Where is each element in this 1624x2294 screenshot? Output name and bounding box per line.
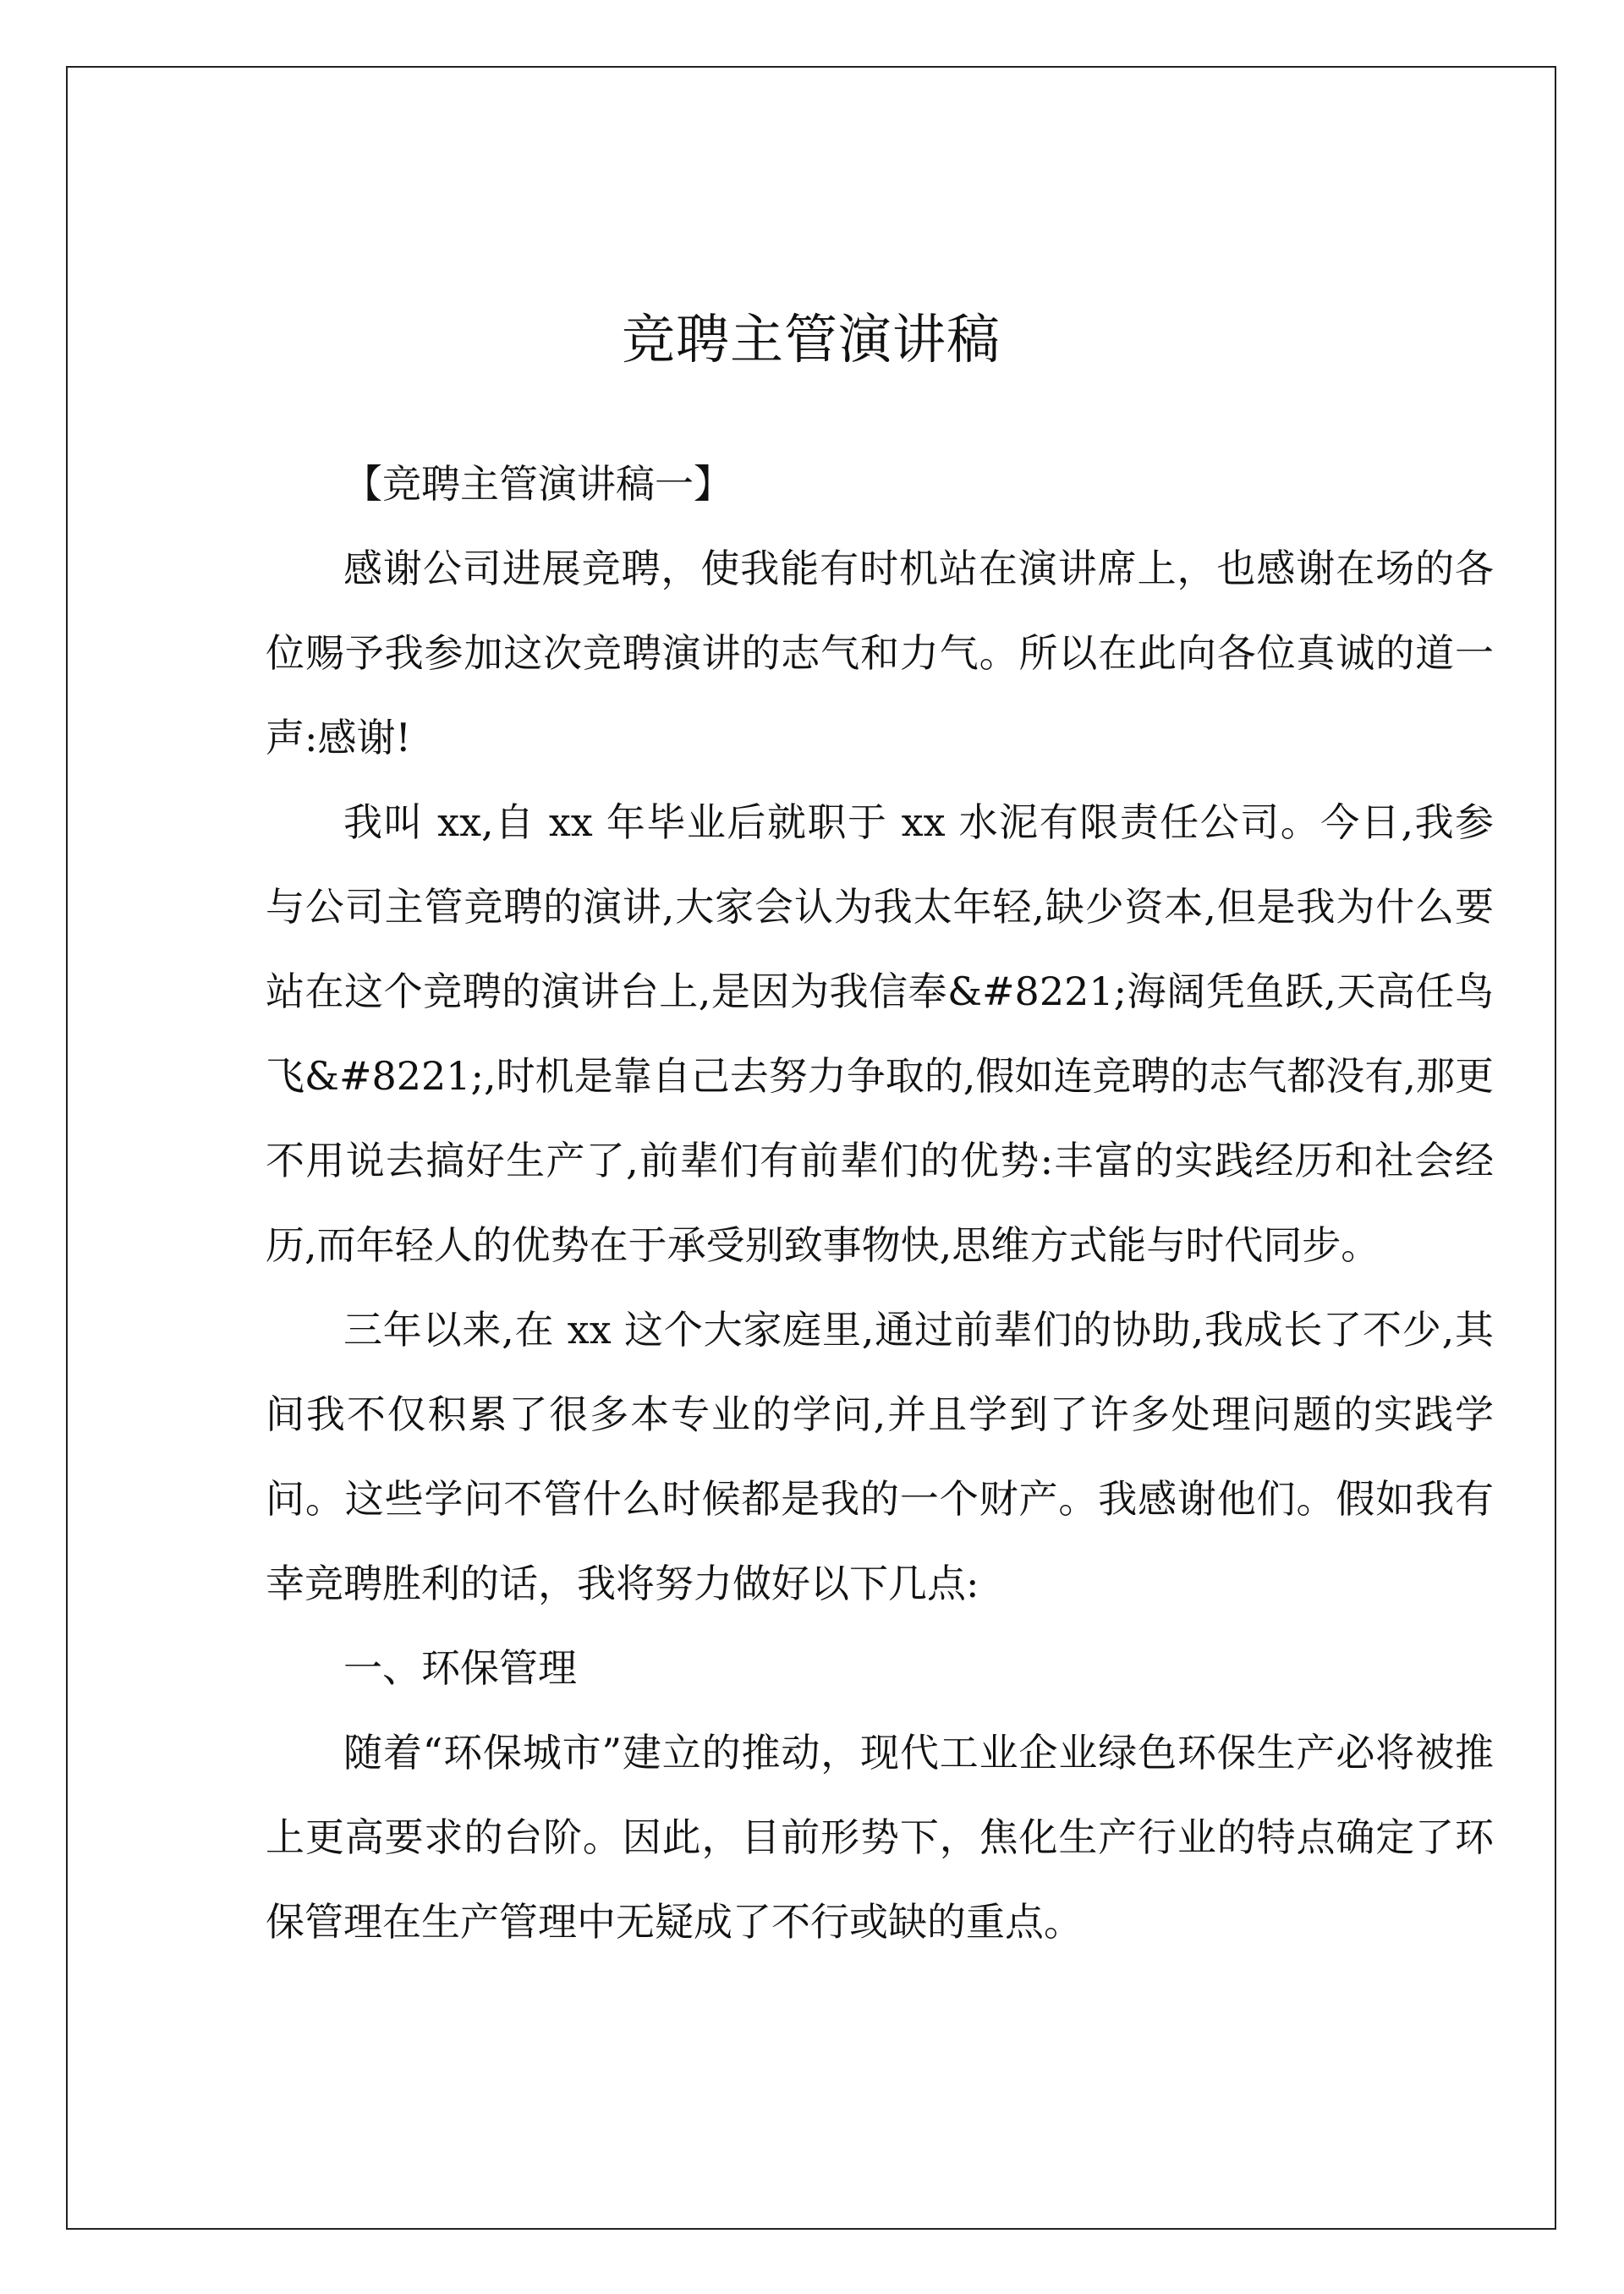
subheading-environmental-management: 一、环保管理 (343, 1645, 577, 1691)
paragraph-introduction: 我叫 xx,自 xx 年毕业后就职于 xx 水泥有限责任公司。今日,我参与公司主管竞聘的演讲,大家会认为我太年轻,缺少资本,但是我为什么要站在这个竞聘的演讲台上,是因为我信奉&#8221;海阔凭鱼跃,天高任鸟飞&#8221;,时机是靠自己去努力争取的,假如连竞聘的志气都没有,那更不用说去搞好生产了,前辈们有前辈们的优势:丰富的实践经历和社会经历,而年轻人的优势在于承受别致事物快,思维方式能与时代同步。 (266, 799, 1494, 1268)
section-label: 【竞聘主管演讲稿一】 (343, 461, 732, 507)
document-page (66, 66, 1556, 2230)
document-body (266, 442, 1494, 1964)
paragraph-experience: 三年以来,在 xx 这个大家庭里,通过前辈们的协助,我成长了不少,其间我不仅积累了很多本专业的学问,并且学到了许多处理问题的实践学问。这些学问不管什么时候都是我的一个财产。我感谢他们。假如我有幸竞聘胜利的话，我将努力做好以下几点: (266, 1307, 1494, 1606)
paragraph-thanks: 感谢公司进展竞聘，使我能有时机站在演讲席上，也感谢在场的各位赐予我参加这次竞聘演讲的志气和力气。所以在此向各位真诚的道一声:感谢! (266, 546, 1494, 760)
paragraph-environmental-management: 随着“环保城市”建立的推动，现代工业企业绿色环保生产必将被推上更高要求的台阶。因此，目前形势下，焦化生产行业的特点确定了环保管理在生产管理中无疑成了不行或缺的重点。 (266, 1730, 1494, 1945)
document-title: 竞聘主管演讲稿 (622, 309, 1001, 371)
